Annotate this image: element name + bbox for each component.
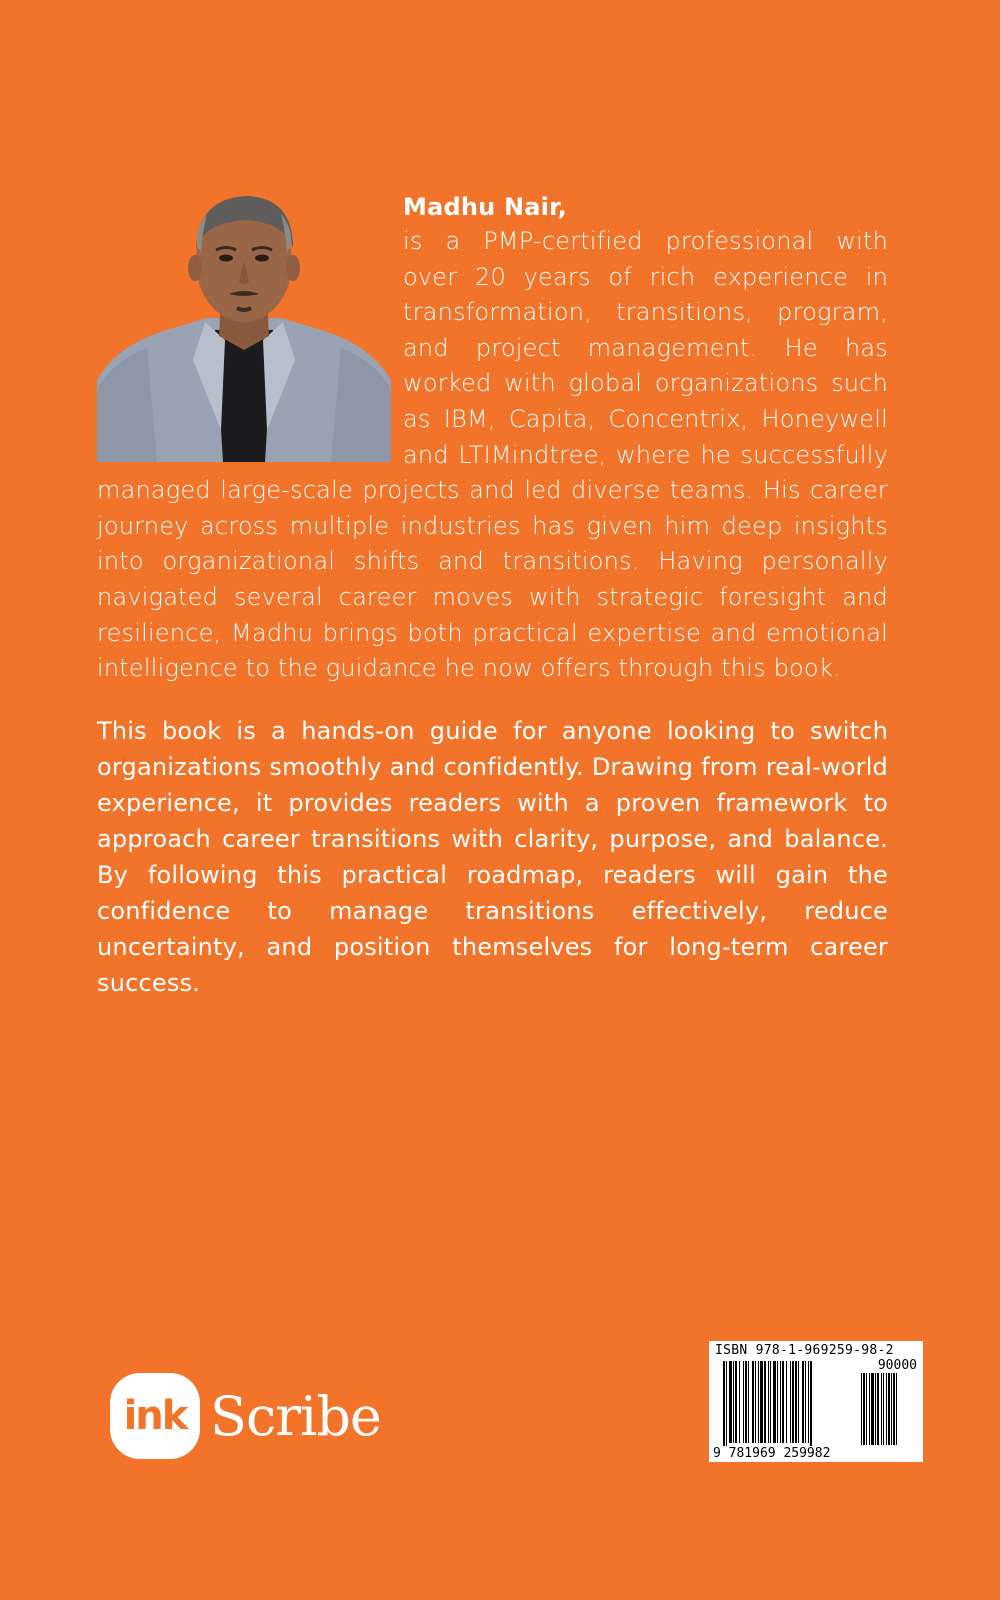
isbn-barcode [709,1341,923,1462]
publisher-logo [110,1372,381,1460]
author-bio-text: is a PMP-certified professional with over 20 years of rich experience in transformation, transitions, program, and project management. He has worked with global organizations such as IBM, Capita, Concentrix, Honeywell and LTIMindtree, where he successfully managed large-scale projects and led diverse teams. His career journey across multiple industries has given him deep insights into organizational shifts and transitions. Having personally navigated several career moves with strategic foresight and resilience, Madhu brings both practical expertise and emotional intelligence to the guidance he now offers through this book. [97,227,888,683]
publisher-logo-badge: ink [110,1373,200,1459]
author-photo [97,190,391,462]
isbn-number: ISBN 978-1-969259-98-2 [715,1343,894,1358]
author-name: Madhu Nair, [403,193,567,221]
book-description: This book is a hands-on guide for anyone looking to switch organizations smoothly and confidently. Drawing from real-world experience, it provides readers with a proven framework to approach career transitions with clarity, purpose, and balance. By following this practical roadmap, readers will gain the confidence to manage transitions effectively, reduce uncertainty, and position themselves for long-term career success. [97,716,888,997]
back-cover-content [97,190,888,1001]
publisher-name: Scribe [210,1384,381,1448]
price-addon: 90000 [877,1358,917,1373]
ean-number: 9 781969 259982 [713,1446,831,1461]
